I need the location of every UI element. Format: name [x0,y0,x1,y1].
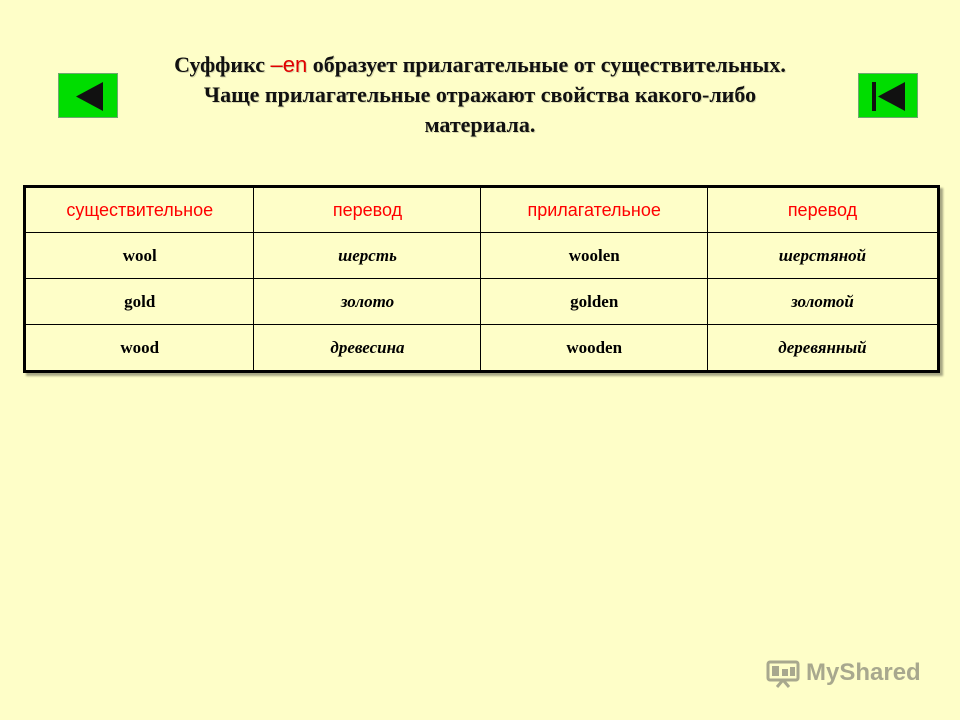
header-adjective-translation: перевод [707,187,938,233]
header-adjective: прилагательное [481,187,707,233]
noun-translation-cell: шерсть [254,233,481,279]
header-noun-translation: перевод [254,187,481,233]
noun-translation-cell: золото [254,279,481,325]
skip-to-start-icon [859,74,919,119]
noun-cell: wood [25,325,254,372]
noun-translation-cell: древесина [254,325,481,372]
adjective-cell: wooden [481,325,707,372]
watermark [766,655,921,691]
page-title [150,50,810,140]
adjective-translation-cell: шерстяной [707,233,938,279]
heading-text-after: образует прилагательные от существительных. Чаще прилагательные отражают свойства какого-либо материала. [203,52,786,137]
header-noun: существительное [25,187,254,233]
first-slide-button[interactable] [858,73,918,118]
back-button[interactable] [58,73,118,118]
heading-text-before: Суффикс [174,52,271,77]
presentation-logo-icon [766,658,800,688]
triangle-left-icon [59,74,119,119]
adjective-cell: woolen [481,233,707,279]
adjective-cell: golden [481,279,707,325]
table-row [25,325,939,372]
table-row [25,233,939,279]
adjective-translation-cell: золотой [707,279,938,325]
adjective-translation-cell: деревянный [707,325,938,372]
noun-cell: gold [25,279,254,325]
watermark-text: MyShared [806,659,921,686]
vocabulary-table [23,185,940,373]
noun-cell: wool [25,233,254,279]
suffix-highlight: –en [270,52,308,77]
table-header-row [25,187,939,233]
table-row [25,279,939,325]
